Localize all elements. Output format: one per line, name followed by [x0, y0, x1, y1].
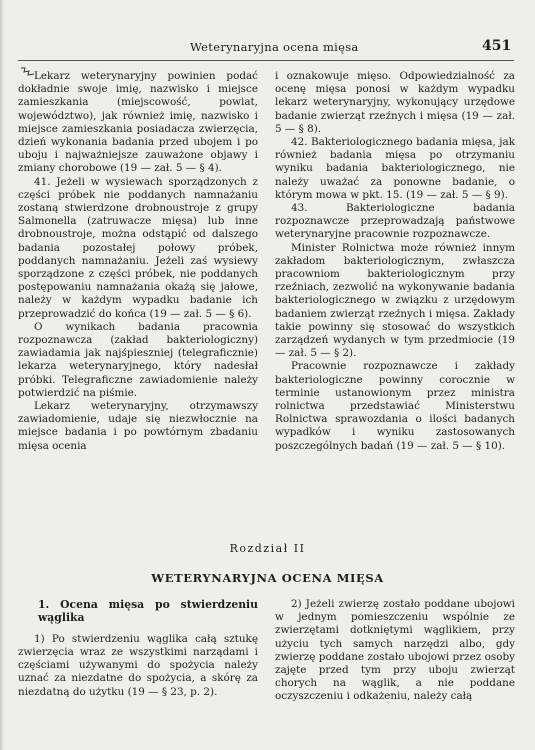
- paragraph: O wynikach badania pracownia rozpoznawcza (zakład bakteriologiczny) zawiadamia jak najśpieszniej (telegraficznie) lekarza weterynaryjnego, który nadesłał próbki. Telegraficzne zawiadomienie należy potwierdzić na piśmie.: [18, 320, 258, 399]
- left-column: [18, 70, 258, 453]
- header-rule: [18, 60, 514, 61]
- paragraph-42: 42. Bakteriologicznego badania mięsa, jak również badania mięsa po otrzymaniu wyniku badania bakteriologicznego, nie należy uważać za ponowne badanie, o którym mowa w pkt. 15. (19 — zał. 5 — § 9).: [275, 136, 515, 201]
- chapter-title: WETERYNARYJNA OCENA MIĘSA: [151, 571, 384, 585]
- page-edge-shadow: [0, 0, 4, 750]
- paragraph: Pracownie rozpoznawcze i zakłady bakteriologiczne powinny corocznie w terminie ustanowionym przez ministra rolnictwa przedstawiać Ministerstwu Rolnictwa sprawozdania o ilości badanych wypadków i wyniku zastosowanych poszczególnych badań (19 — zał. 5 — § 10).: [275, 360, 515, 452]
- page-number: 451: [482, 38, 512, 54]
- section-right-column: [275, 598, 515, 704]
- right-column: [275, 70, 515, 453]
- paragraph-continuation: i oznakowuje mięso. Odpowiedzialność za ocenę mięsa ponosi w każdym wypadku lekarz weterynaryjny, wykonujący urzędowe badanie zwierząt rzeźnych i mięsa (19 — zał. 5 — § 8).: [275, 70, 515, 135]
- paragraph: 2) Jeżeli zwierzę zostało poddane ubojowi w jednym pomieszczeniu wspólnie ze zwierzętami dotkniętymi wąglikiem, przy użyciu tych samych narzędzi albo, gdy zwierzę poddane zostało ubojowi przez osoby zajęte przed tym przy uboju zwierząt chorych na wąglik, a nie poddane oczyszczeniu i odkażeniu, należy całą: [275, 598, 515, 703]
- paragraph-41: 41. Jeżeli w wysiewach sporządzonych z części próbek nie poddanych namnażaniu zostaną stwierdzone drobnoustroje z grupy Salmonella (zatruwacze mięsa) lub inne drobnoustroje, można odstąpić od dalszego badania pozostałej połowy próbek, poddanych namnażaniu. Jeżeli zaś wysiewy sporządzone z części próbek, nie poddanych postępowaniu namnażania okażą się jałowe, należy w każdym wypadku badanie ich przeprowadzić do końca (19 — zał. 5 — § 6).: [18, 175, 258, 320]
- section-heading: 1. Ocena mięsa po stwierdzeniu wąglika: [38, 598, 258, 625]
- paragraph: 1) Po stwierdzeniu wąglika całą sztukę zwierzęcia wraz ze wszystkimi narządami i częściami używanymi do spożycia należy uznać za niezdatne do spożycia, a skórę za niezdatną do użytku (19 — § 23, p. 2).: [18, 632, 258, 698]
- paragraph: Lekarz weterynaryjny, otrzymawszy zawiadomienie, udaje się niezwłocznie na miejsce badania i po powtórnym zbadaniu mięsa ocenia: [18, 400, 258, 452]
- chapter-label: Rozdział II: [229, 542, 306, 555]
- running-title: Weterynaryjna ocena mięsa: [190, 40, 359, 54]
- paragraph: Lekarz weterynaryjny powinien podać dokładnie swoje imię, nazwisko i miejsce zamieszkania (miejscowość, powiat, województwo), jak również imię, nazwisko i miejsce zamieszkania posiadacza zwierzęcia, dzień wykonania badania przed ubojem i po uboju i najważniejsze zauważone objawy i zmiany chorobowe (19 — zał. 5 — § 4).: [18, 70, 258, 175]
- paragraph-43: 43. Bakteriologiczne badania rozpoznawcze przeprowadzają państwowe weterynaryjne pracownie rozpoznawcze.: [275, 202, 515, 241]
- paragraph: Minister Rolnictwa może również innym zakładom bakteriologicznym, zwłaszcza pracowniom bakteriologicznym przy rzeźniach, zezwolić na wykonywanie badania bakteriologicznego w związku z urzędowym badaniem zwierząt rzeźnych i mięsa. Zakłady takie powinny się stosować do wszystkich zarządzeń wydanych w tym przedmiocie (19 — zał. 5 — § 2).: [275, 241, 515, 360]
- running-head: [0, 38, 535, 58]
- section-left-column: [18, 598, 258, 699]
